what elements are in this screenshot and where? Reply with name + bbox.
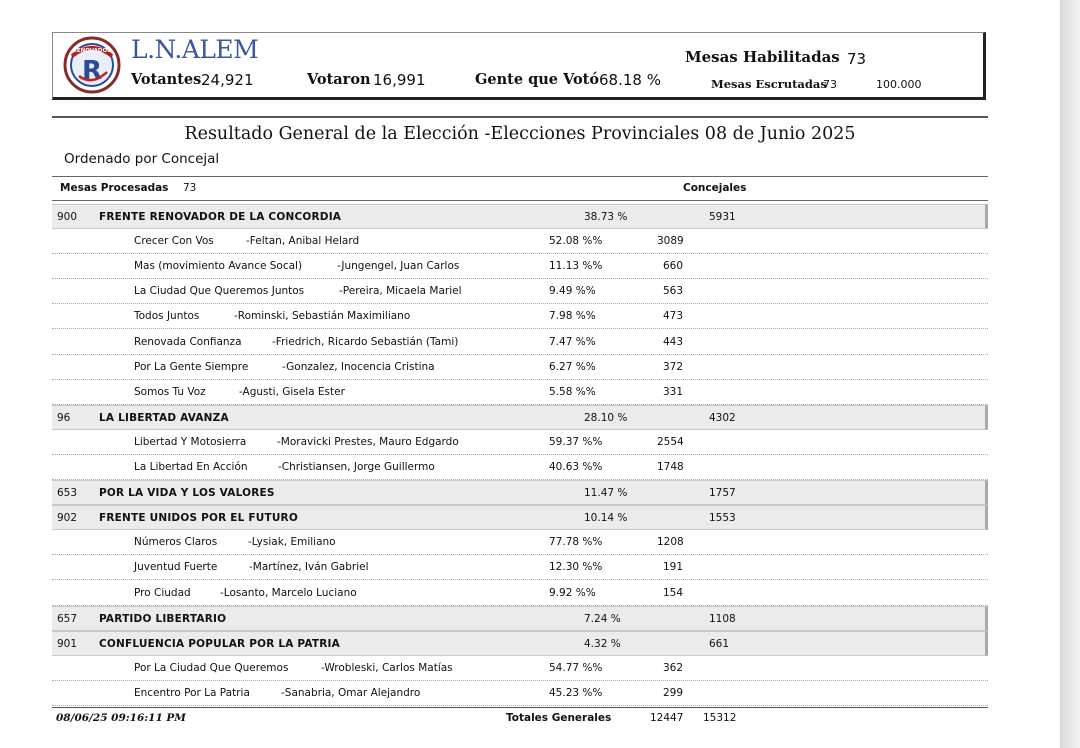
party-name: FRENTE RENOVADOR DE LA CONCORDIA (99, 211, 342, 223)
party-percent: 4.32 % (584, 637, 621, 650)
candidate-name: -Feltan, Anibal Helard (246, 235, 360, 248)
party-logo (63, 36, 121, 94)
candidate-name: -Lysiak, Emiliano (248, 536, 336, 549)
page-shadow (1060, 0, 1080, 748)
list-name: Mas (movimiento Avance Socal) (134, 260, 303, 273)
party-percent: 7.24 % (584, 612, 621, 625)
candidate-votes: 1208 (657, 536, 684, 549)
list-name: Crecer Con Vos (134, 235, 214, 248)
candidate-percent: 77.78 %% (549, 536, 603, 549)
candidate-row (52, 355, 988, 380)
mesas-habilitadas-value: 73 (847, 50, 867, 68)
list-name: Encentro Por La Patria (134, 686, 250, 699)
mesas-escrutadas-label: Mesas Escrutadas (711, 77, 827, 91)
candidate-votes: 191 (662, 561, 683, 574)
candidate-percent: 12.30 %% (549, 561, 603, 574)
candidate-row (52, 555, 988, 580)
party-row (52, 480, 988, 505)
list-name: Por La Gente Siempre (134, 360, 249, 373)
list-name: Renovada Confianza (134, 335, 242, 348)
party-row (52, 606, 988, 631)
candidate-name: -Jungengel, Juan Carlos (337, 260, 460, 273)
candidate-name: -Pereira, Micaela Mariel (339, 285, 462, 298)
candidate-name: -Agusti, Gisela Ester (239, 385, 345, 398)
votantes-label: Votantes (131, 71, 202, 88)
party-row (52, 405, 988, 430)
party-concejales-votes: 661 (709, 637, 730, 650)
candidate-row (52, 430, 988, 455)
list-name: Todos Juntos (134, 310, 200, 323)
candidate-votes: 660 (662, 260, 683, 273)
party-concejales-votes: 1757 (709, 487, 736, 500)
party-name: POR LA VIDA Y LOS VALORES (99, 487, 275, 500)
party-code: 901 (57, 637, 78, 650)
candidate-name: -Christiansen, Jorge Guillermo (278, 461, 435, 473)
total-votes-concejales: 15312 (703, 712, 737, 724)
header-divider (52, 116, 988, 118)
candidate-votes: 3089 (657, 235, 684, 248)
candidate-row (52, 380, 988, 405)
footer-divider (52, 707, 988, 708)
report-subtitle: Ordenado por Concejal (64, 151, 220, 167)
list-name: La Libertad En Acción (134, 461, 248, 473)
candidate-name: -Moravicki Prestes, Mauro Edgardo (277, 435, 459, 448)
candidate-percent: 54.77 %% (549, 661, 603, 674)
candidate-row (52, 254, 988, 279)
votaron-label: Votaron (307, 71, 371, 88)
votantes-value: 24,921 (201, 71, 254, 89)
candidate-name: -Wrobleski, Carlos Matías (321, 661, 453, 674)
candidate-percent: 45.23 %% (549, 686, 603, 699)
party-name: LA LIBERTAD AVANZA (99, 411, 229, 424)
list-name: Somos Tu Voz (134, 385, 206, 398)
candidate-percent: 9.92 %% (549, 586, 596, 599)
candidate-percent: 11.13 %% (549, 260, 603, 273)
candidate-row (52, 279, 988, 304)
candidate-votes: 331 (662, 385, 683, 398)
candidate-percent: 6.27 %% (549, 360, 596, 373)
list-name: Pro Ciudad (134, 586, 191, 599)
report-title: Resultado General de la Elección -Elecciones Provinciales 08 de Junio 2025 (184, 124, 856, 144)
party-concejales-votes: 1108 (709, 612, 736, 625)
concejales-column-header: Concejales (683, 182, 747, 194)
list-name: La Ciudad Que Queremos Juntos (134, 285, 305, 298)
candidate-percent: 52.08 %% (549, 235, 603, 248)
party-name: FRENTE UNIDOS POR EL FUTURO (99, 512, 298, 525)
party-name: PARTIDO LIBERTARIO (99, 612, 227, 625)
candidate-percent: 7.98 %% (549, 310, 596, 323)
report-header (52, 32, 986, 100)
candidate-name: -Martínez, Iván Gabriel (249, 561, 369, 574)
candidate-row (52, 656, 988, 681)
candidate-percent: 40.63 %% (549, 461, 603, 473)
party-concejales-votes: 5931 (709, 211, 736, 223)
mesas-habilitadas-label: Mesas Habilitadas (685, 48, 840, 66)
list-name: Juventud Fuerte (134, 561, 218, 574)
party-name: CONFLUENCIA POPULAR POR LA PATRIA (99, 637, 340, 650)
candidate-percent: 59.37 %% (549, 435, 603, 448)
total-votes-candidates: 12447 (650, 712, 684, 724)
party-percent: 38.73 % (584, 211, 628, 223)
candidate-percent: 7.47 %% (549, 335, 596, 348)
column-header-top-line (52, 176, 988, 177)
party-percent: 28.10 % (584, 411, 628, 424)
candidate-name: -Losanto, Marcelo Luciano (220, 586, 357, 599)
municipality-title: L.N.ALEM (131, 35, 259, 64)
candidate-votes: 473 (662, 310, 683, 323)
party-concejales-votes: 1553 (709, 512, 736, 525)
candidate-name: -Sanabria, Omar Alejandro (281, 686, 421, 699)
candidate-votes: 154 (662, 586, 683, 599)
candidate-percent: 9.49 %% (549, 285, 596, 298)
candidate-votes: 563 (662, 285, 683, 298)
candidate-votes: 443 (662, 335, 683, 348)
list-name: Por La Ciudad Que Queremos (134, 661, 289, 674)
column-header-bottom-line (52, 200, 988, 201)
candidate-votes: 299 (662, 686, 683, 699)
party-row (52, 505, 988, 530)
candidate-row (52, 330, 988, 355)
logo-letter: R (81, 56, 103, 86)
list-name: Libertad Y Motosierra (134, 435, 247, 448)
candidate-row (52, 229, 988, 254)
party-row (52, 631, 988, 656)
candidate-votes: 2554 (657, 435, 684, 448)
party-code: 900 (57, 211, 78, 223)
party-code: 657 (57, 612, 78, 625)
logo-text: RENOVADOR (72, 48, 112, 54)
mesas-escrutadas-percent: 100.000 (876, 78, 922, 91)
gente-voto-value: 68.18 % (599, 71, 661, 89)
party-code: 902 (57, 512, 78, 525)
candidate-row (52, 530, 988, 555)
candidate-percent: 5.58 %% (549, 385, 596, 398)
candidate-votes: 1748 (657, 461, 684, 473)
mesas-escrutadas-value: 73 (823, 78, 837, 91)
party-percent: 11.47 % (584, 487, 628, 500)
candidate-row (52, 581, 988, 606)
votaron-value: 16,991 (373, 71, 426, 89)
candidate-votes: 362 (662, 661, 683, 674)
candidate-name: -Friedrich, Ricardo Sebastián (Tami) (272, 335, 459, 348)
mesas-procesadas-value: 73 (183, 182, 197, 194)
mesas-procesadas-label: Mesas Procesadas (60, 182, 169, 194)
totales-generales-label: Totales Generales (506, 712, 612, 724)
report-datetime: 08/06/25 09:16:11 PM (56, 712, 186, 724)
candidate-row (52, 304, 988, 329)
party-concejales-votes: 4302 (709, 411, 736, 424)
party-row (52, 204, 988, 229)
candidate-name: -Rominski, Sebastián Maximiliano (234, 310, 411, 323)
party-code: 96 (57, 411, 71, 424)
candidate-row (52, 455, 988, 480)
party-code: 653 (57, 487, 78, 500)
party-percent: 10.14 % (584, 512, 628, 525)
candidate-votes: 372 (662, 360, 683, 373)
list-name: Números Claros (134, 536, 218, 549)
gente-voto-label: Gente que Votó (475, 71, 600, 88)
candidate-name: -Gonzalez, Inocencia Cristina (282, 360, 435, 373)
candidate-row (52, 681, 988, 706)
